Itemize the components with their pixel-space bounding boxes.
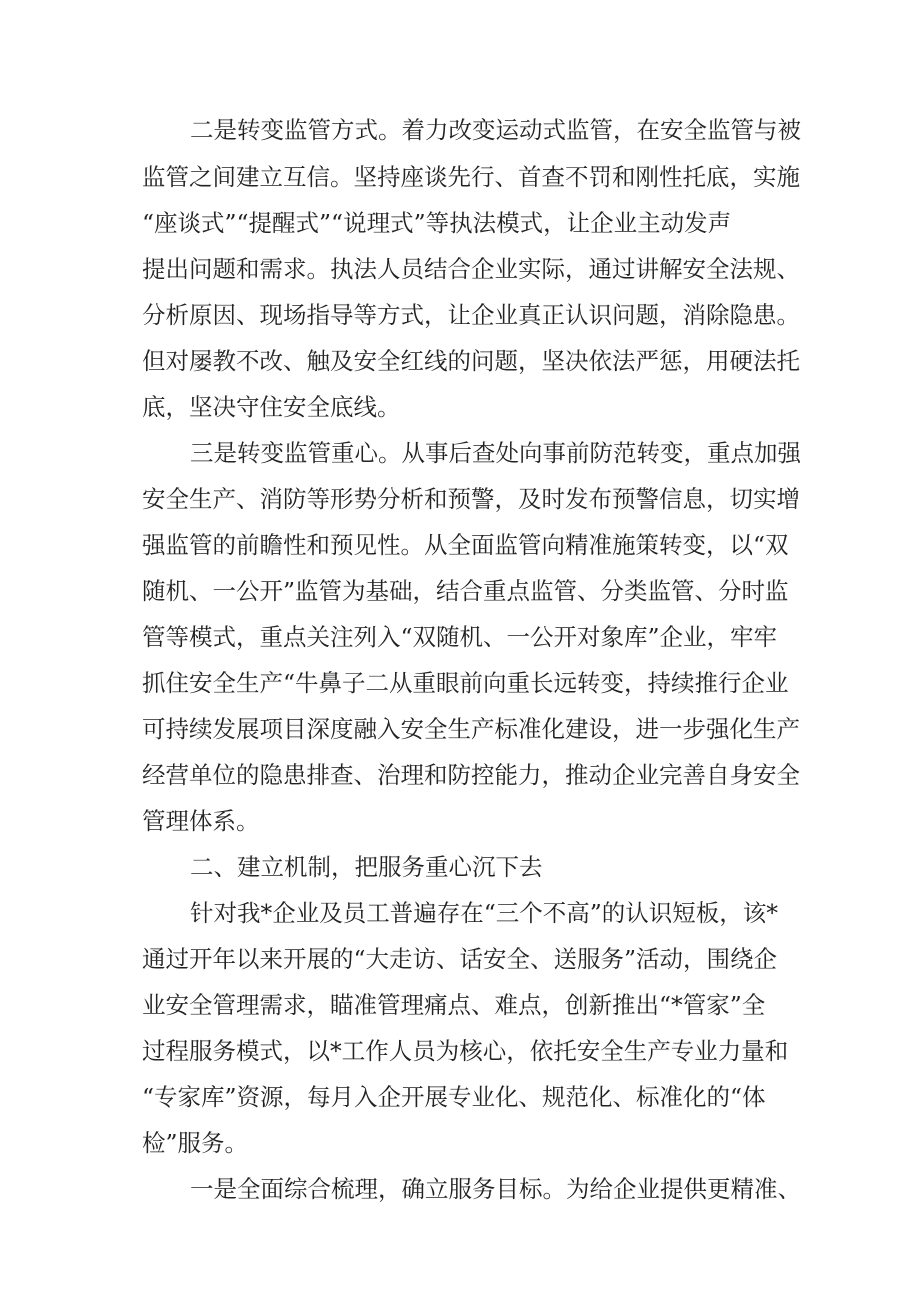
text-line: 但对屡教不改、触及安全红线的问题，坚决依法严惩，用硬法托 xyxy=(142,347,800,375)
text-line: 分析原因、现场指导等方式，让企业真正认识问题，消除隐患。 xyxy=(142,301,800,329)
text-line: 一是全面综合梳理，确立服务目标。为给企业提供更精准、 xyxy=(190,1175,801,1203)
text-line: 检”服务。 xyxy=(142,1129,249,1157)
text-line: 提出问题和需求。执法人员结合企业实际，通过讲解安全法规、 xyxy=(142,255,800,283)
text-line: 管等模式，重点关注列入“双随机、一公开对象库”企业，牢牢 xyxy=(142,623,778,651)
text-line: 二是转变监管方式。着力改变运动式监管，在安全监管与被 xyxy=(190,116,801,144)
text-line: 随机、一公开”监管为基础，结合重点监管、分类监管、分时监 xyxy=(142,577,789,605)
text-line: 监管之间建立互信。坚持座谈先行、首查不罚和刚性托底，实施 xyxy=(142,163,800,191)
text-line: 抓住安全生产“牛鼻子二从重眼前向重长远转变，持续推行企业 xyxy=(142,669,789,697)
text-line: 三是转变监管重心。从事后查处向事前防范转变，重点加强 xyxy=(190,439,801,467)
text-line: 安全生产、消防等形势分析和预警，及时发布预警信息，切实增 xyxy=(142,485,800,513)
text-line: 经营单位的隐患排查、治理和防控能力，推动企业完善自身安全 xyxy=(142,761,800,789)
text-line: “座谈式”“提醒式”“说理式”等执法模式，让企业主动发声 xyxy=(142,209,732,237)
text-line: “专家库”资源，每月入企开展专业化、规范化、标准化的“体 xyxy=(142,1083,766,1111)
section-heading: 二、建立机制，把服务重心沉下去 xyxy=(190,853,543,881)
text-line: 业安全管理需求，瞄准管理痛点、难点，创新推出“*管家”全 xyxy=(142,991,766,1019)
text-line: 强监管的前瞻性和预见性。从全面监管向精准施策转变，以“双 xyxy=(142,531,789,559)
text-line: 管理体系。 xyxy=(142,807,260,835)
text-line: 过程服务模式，以*工作人员为核心，依托安全生产专业力量和 xyxy=(142,1037,789,1065)
text-line: 通过开年以来开展的“大走访、话安全、送服务”活动，围绕企 xyxy=(142,945,778,973)
text-line: 底，坚决守住安全底线。 xyxy=(142,393,401,421)
text-line: 可持续发展项目深度融入安全生产标准化建设，进一步强化生产 xyxy=(142,715,800,743)
text-line: 针对我*企业及员工普遍存在“三个不高”的认识短板，该* xyxy=(190,899,779,927)
